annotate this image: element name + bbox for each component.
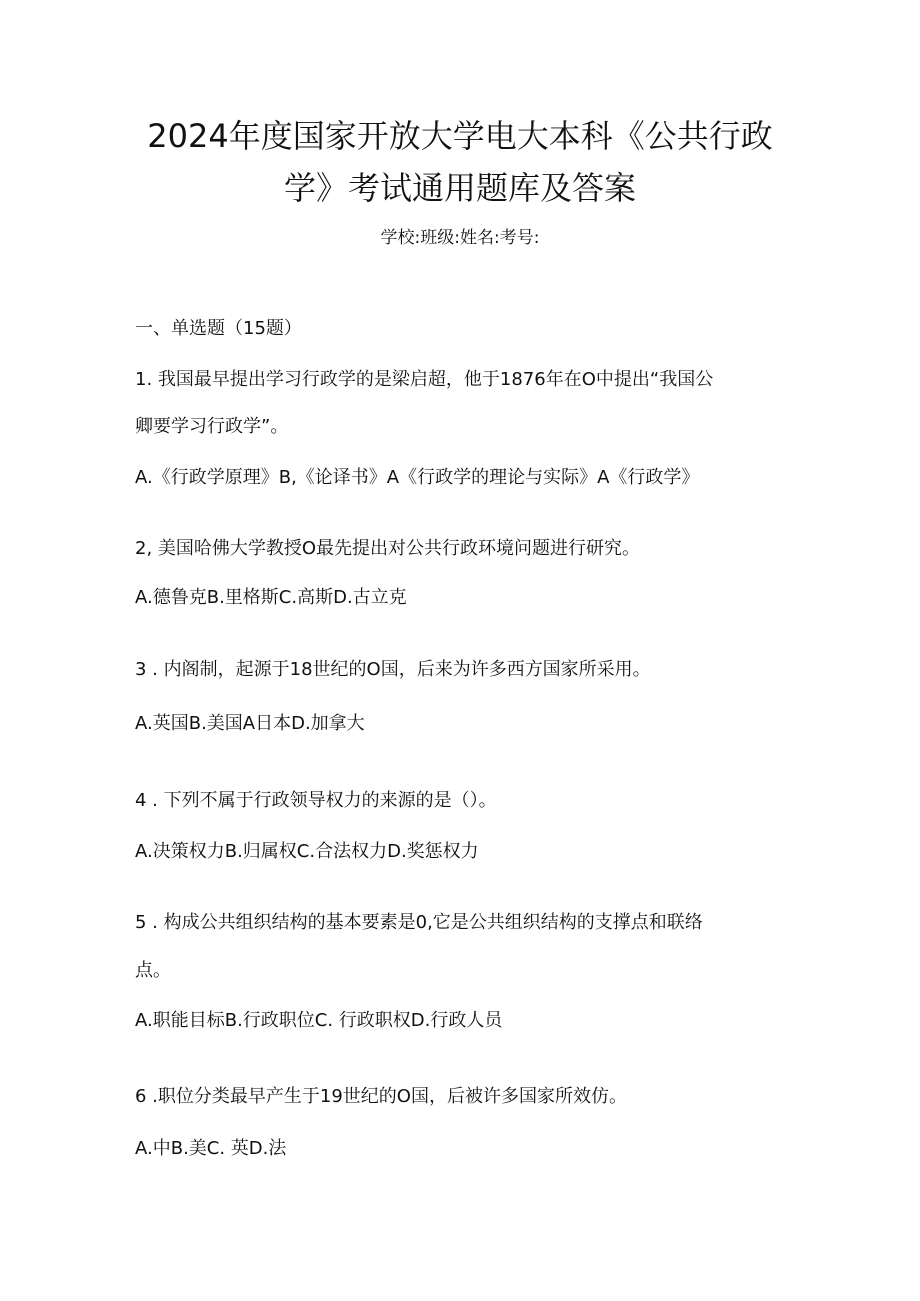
document-title-line-2: 学》考试通用题库及答案 <box>283 169 636 207</box>
document-title-line-1: 2024年度国家开放大学电大本科《公共行政 <box>147 117 773 155</box>
question-4-stem: 4 . 下列不属于行政领导权力的来源的是（）。 <box>135 790 497 811</box>
question-1-options: A.《行政学原理》B,《论译书》A《行政学的理论与实际》A《行政学》 <box>135 467 700 488</box>
question-3-stem: 3 . 内阁制，起源于18世纪的O国，后来为许多西方国家所采用。 <box>135 659 651 680</box>
question-6-stem: 6 .职位分类最早产生于19世纪的O国，后被许多国家所效仿。 <box>135 1086 627 1107</box>
section-heading: 一、单选题（15题） <box>135 318 302 339</box>
student-info-line: 学校:班级:姓名:考号: <box>380 228 540 248</box>
question-5-stem-line-2: 点。 <box>135 960 171 981</box>
question-5-options: A.职能目标B.行政职位C. 行政职权D.行政人员 <box>135 1010 503 1031</box>
question-3-options: A.英国B.美国A日本D.加拿大 <box>135 713 365 734</box>
question-2-options: A.德鲁克B.里格斯C.高斯D.古立克 <box>135 587 407 608</box>
question-1-stem-line-2: 卿要学习行政学”。 <box>135 416 289 437</box>
question-6-options: A.中B.美C. 英D.法 <box>135 1138 287 1159</box>
question-2-stem: 2, 美国哈佛大学教授O最先提出对公共行政环境问题进行研究。 <box>135 538 641 559</box>
question-1-stem-line-1: 1. 我国最早提出学习行政学的是梁启超，他于1876年在O中提出“我国公 <box>135 369 714 390</box>
question-5-stem-line-1: 5 . 构成公共组织结构的基本要素是0,它是公共组织结构的支撑点和联络 <box>135 912 703 933</box>
question-4-options: A.决策权力B.归属权C.合法权力D.奖惩权力 <box>135 841 479 862</box>
